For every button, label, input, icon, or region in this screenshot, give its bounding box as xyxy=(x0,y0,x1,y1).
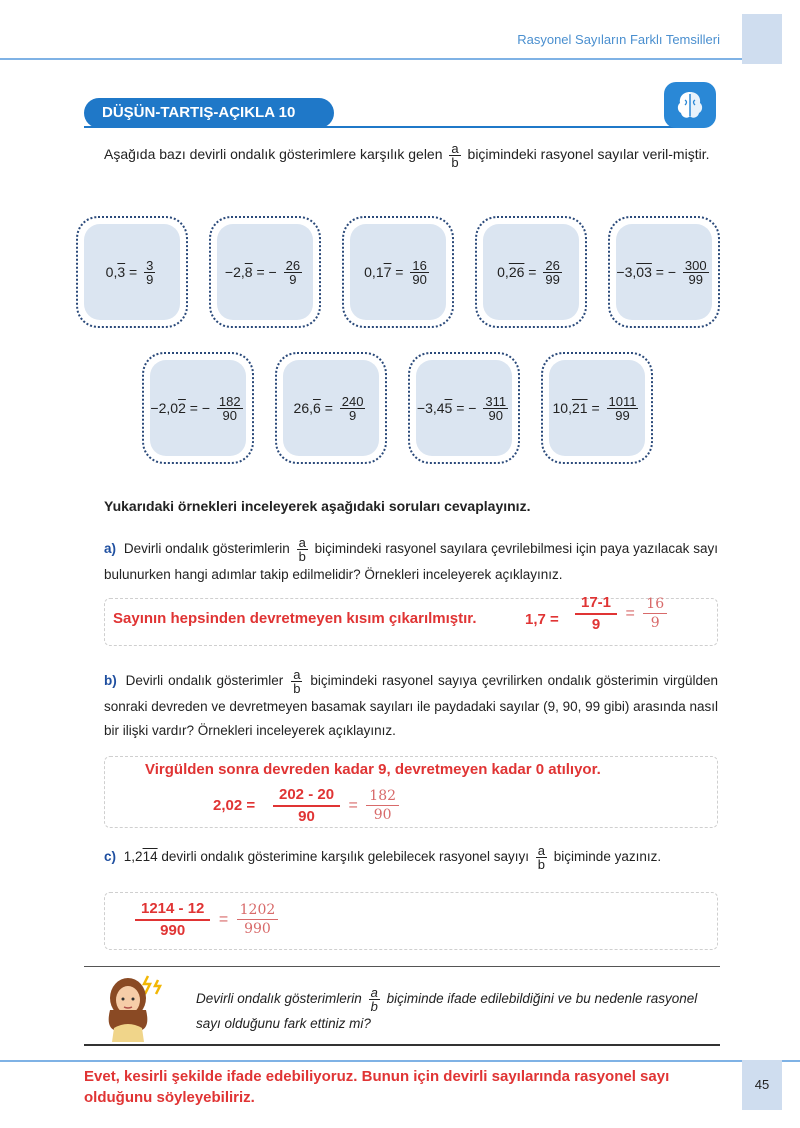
example-card-3: 0,1 7 = $\frac{16}{90}$ xyxy=(342,216,454,328)
answer-box-c[interactable] xyxy=(104,892,718,950)
question-c: c) 1,214 devirli ondalık gösterimine karşılık gelebilecek rasyonel sayıyı $\frac{a}{b}$ biçiminde yazınız. xyxy=(104,843,662,872)
final-answer[interactable]: Evet, kesirli şekilde ifade edebiliyoruz. Bunun için devirli sayılarında rasyonel sayı olduğunu söyleyebiliriz. xyxy=(84,1068,670,1106)
answer-b-lhs: 2,02 = xyxy=(213,797,256,814)
brain-icon xyxy=(664,82,716,128)
example-card-2: − 2, 8 = − $\frac{26}{9}$ xyxy=(209,216,321,328)
example-card-9: 10, 21 = $\frac{1011}{99}$ xyxy=(541,352,653,464)
reflection-bottom-rule xyxy=(84,1044,720,1046)
example-card-1: 0, 3 = $\frac{3}{9}$ xyxy=(76,216,188,328)
intro-text: Aşağıda bazı devirli ondalık gösterimlere karşılık gelen $\frac{a}{b}$ biçimindeki rasyonel sayılar veril-miştir. xyxy=(104,141,710,170)
answer-a-fraction: $\frac{17-1}{9}$ = $\frac{16}{9}$ xyxy=(575,593,667,634)
a-over-b-fraction: $\frac{a}{b}$ xyxy=(451,141,459,170)
footer-rule xyxy=(0,1060,800,1062)
questions-heading: Yukarıdaki örnekleri inceleyerek aşağıdaki soruları cevaplayınız. xyxy=(104,498,531,514)
question-b: b) Devirli ondalık gösterimler $\frac{a}{b}$ biçimindeki rasyonel sayıya çevrilirken ondalık gösterimin virgülden sonraki devreden ve devretmeyen basamak sayıları ile paydadaki sayılar (9, 90, 99 gibi) arasında nasıl bir ilişki vardır? Örnekleri inceleyerek açıklayınız. xyxy=(104,667,718,738)
question-a: a) Devirli ondalık gösterimlerin $\frac{a}{b}$ biçimindeki rasyonel sayılara çevrilebilmesi için paya yazılacak sayı bulunurken hangi adımlar takip edilmelidir? Örnekleri inceleyerek açıklayınız. xyxy=(104,535,718,582)
example-card-5: − 3, 03 = − $\frac{300}{99}$ xyxy=(608,216,720,328)
example-card-6: − 2,0 2 = − $\frac{182}{90}$ xyxy=(142,352,254,464)
student-avatar xyxy=(100,970,164,1042)
section-title: DÜŞÜN-TARTIŞ-AÇIKLA 10 xyxy=(84,98,334,128)
header-tab xyxy=(742,14,782,64)
page-number: 45 xyxy=(742,1060,782,1110)
chapter-title: Rasyonel Sayıların Farklı Temsilleri xyxy=(517,32,720,47)
answer-a-lhs: 1,7 = xyxy=(525,611,559,628)
example-card-8: − 3,4 5 = − $\frac{311}{90}$ xyxy=(408,352,520,464)
header-rule xyxy=(0,58,760,60)
example-card-4: 0, 26 = $\frac{26}{99}$ xyxy=(475,216,587,328)
example-card-7: 26, 6 = $\frac{240}{9}$ xyxy=(275,352,387,464)
answer-b-text: Virgülden sonra devreden kadar 9, devretmeyen kadar 0 atılıyor. xyxy=(145,761,601,778)
reflection-question: Devirli ondalık gösterimlerin $\frac{a}{b}$ biçiminde ifade edilebildiğini ve bu nedenle rasyonel sayı olduğunu fark ettiniz mi? xyxy=(196,985,698,1031)
answer-c-fraction: $\frac{1214 - 12}{990}$ = $\frac{1202}{990}$ xyxy=(135,899,278,940)
answer-box-a[interactable] xyxy=(104,594,718,646)
answer-box-b[interactable] xyxy=(104,756,718,828)
reflection-top-rule xyxy=(84,966,720,967)
answer-a-text: Sayının hepsinden devretmeyen kısım çıkarılmıştır. xyxy=(113,610,477,627)
answer-b-fraction: $\frac{202 - 20}{90}$ = $\frac{182}{90}$ xyxy=(273,785,399,826)
